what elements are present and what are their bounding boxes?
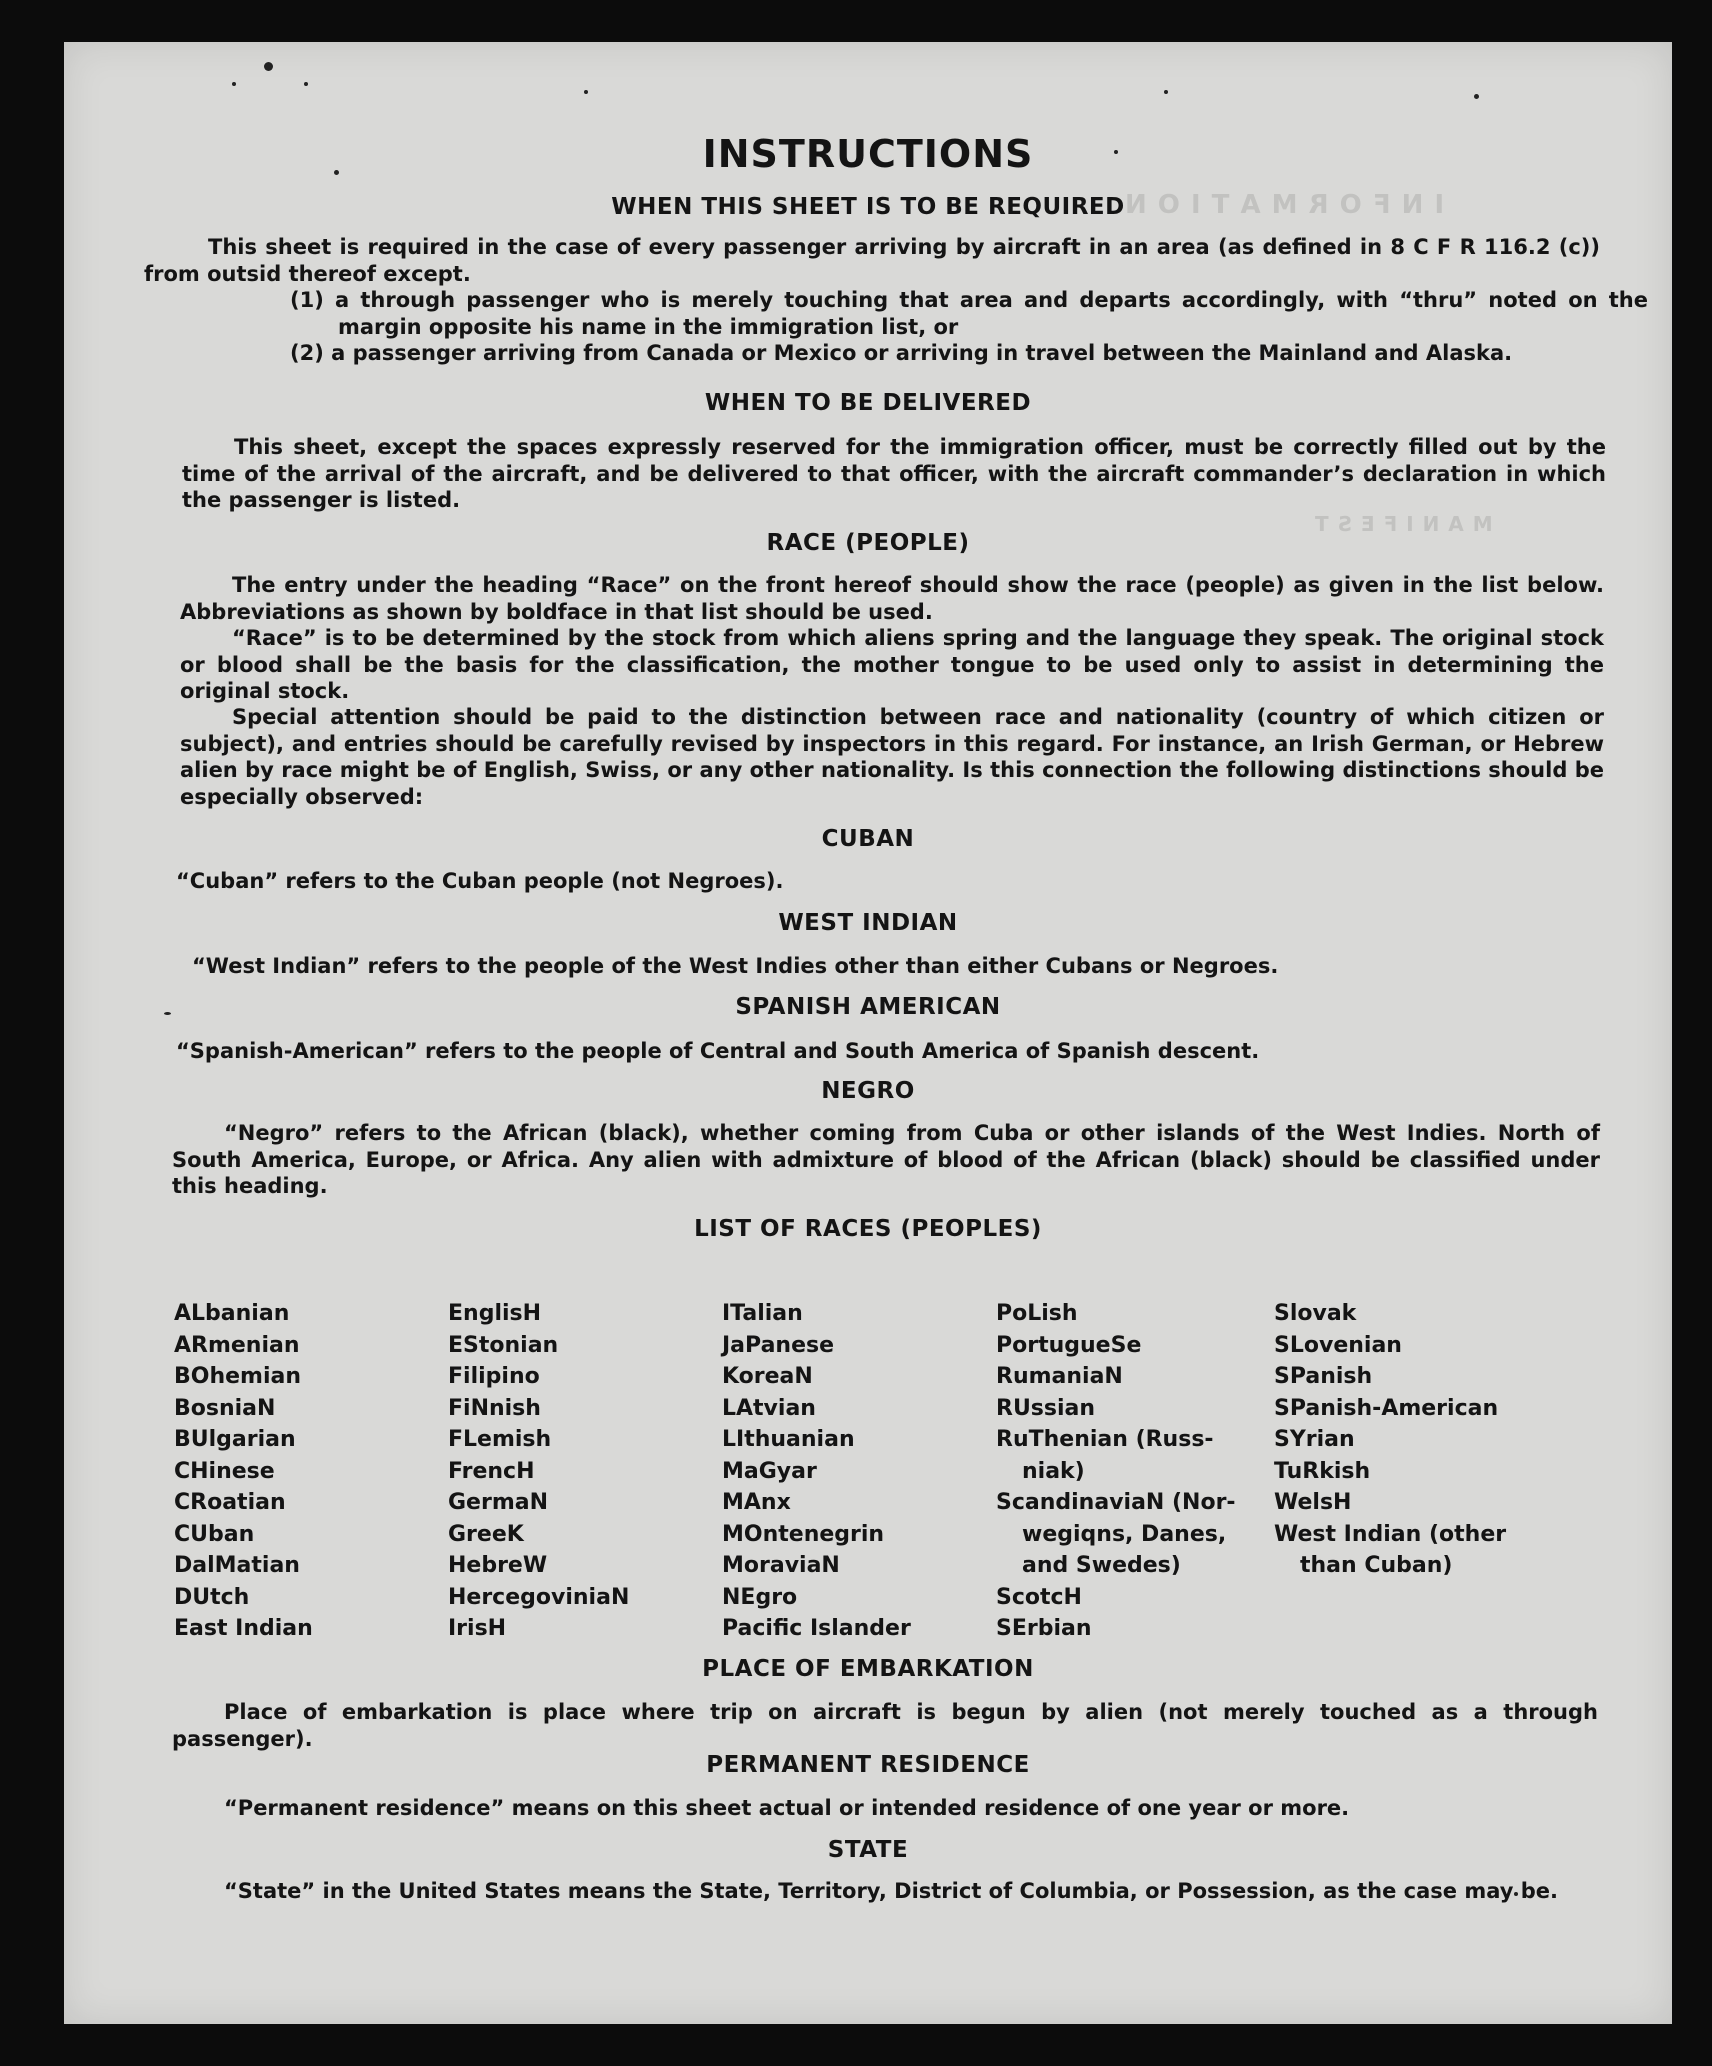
race-item: HebreW [448, 1553, 548, 1578]
heading-place-of-embarkation: PLACE OF EMBARKATION [702, 1656, 1034, 1682]
race-item: MOntenegrin [722, 1521, 885, 1547]
heading-west-indian: WEST INDIAN [778, 910, 958, 936]
race-item: PortugueSe [996, 1332, 1142, 1358]
races-column-1 [174, 1298, 313, 1645]
race-item: DUtch [174, 1584, 250, 1610]
race-item: PoLish [996, 1301, 1078, 1326]
heading-state: STATE [827, 1837, 909, 1863]
race-item: BosniaN [174, 1395, 276, 1421]
heading-race: RACE (PEOPLE) [766, 530, 970, 556]
when-delivered-text: This sheet, except the spaces expressly reserved for the immigration officer, must be correctly filled out by the time of the arrival of the aircraft, and be delivered to that officer, with the aircraft commander’s declaration in which the passenger is listed. [182, 435, 1606, 512]
race-item: West Indian (other [1274, 1521, 1507, 1547]
exception-item-1: (1) a through passenger who is merely touching that area and departs accordingly, with “thru” noted on the margin opposite his name in the immigration list, or [290, 288, 1648, 339]
race-item: IrisH [448, 1616, 507, 1641]
race-item: DalMatian [174, 1553, 300, 1578]
heading-list-of-races: LIST OF RACES (PEOPLES) [694, 1216, 1042, 1242]
race-item: HercegoviniaN [448, 1584, 630, 1610]
races-column-5 [1274, 1298, 1506, 1582]
heading-spanish-american: SPANISH AMERICAN [735, 994, 1001, 1020]
race-item: FiNnish [448, 1395, 541, 1421]
race-item-continuation: than Cuban) [1300, 1553, 1453, 1578]
race-item: KoreaN [722, 1364, 813, 1389]
race-item: WelsH [1274, 1490, 1352, 1515]
race-paragraph-3: Special attention should be paid to the distinction between race and nationality (country of which citizen or subject), and entries should be carefully revised by inspectors in this regard. For instance, an Irish German, or Hebrew alien by race might be of English, Swiss, or any other nationality. Is this connection the following distinctions should be especially observed: [180, 705, 1604, 809]
bleed-through-text: M A N I F E S T [1314, 512, 1493, 536]
race-item-continuation: wegiqns, Danes, [1022, 1521, 1227, 1547]
race-item: SPanish-American [1274, 1395, 1499, 1421]
race-item: FLemish [448, 1427, 552, 1452]
race-item: GreeK [448, 1521, 524, 1547]
race-item: RuThenian (Russ- [996, 1427, 1214, 1452]
race-item: EnglisH [448, 1301, 542, 1326]
heading-cuban: CUBAN [821, 826, 915, 852]
cuban-text: “Cuban” refers to the Cuban people (not Negroes). [176, 869, 784, 893]
negro-text: “Negro” refers to the African (black), whether coming from Cuba or other islands of the West Indies. North of South America, Europe, or Africa. Any alien with admixture of blood of the African (black) should be classified under this heading. [172, 1121, 1600, 1198]
race-item: SPanish [1274, 1364, 1373, 1389]
races-column-4 [996, 1298, 1236, 1645]
race-item: RumaniaN [996, 1364, 1123, 1389]
spanish-american-text: “Spanish-American” refers to the people of Central and South America of Spanish descent. [176, 1039, 1260, 1063]
document-sheet [64, 42, 1672, 2024]
race-item: BOhemian [174, 1364, 302, 1389]
race-item: GermaN [448, 1490, 549, 1515]
race-paragraph-2: “Race” is to be determined by the stock from which aliens spring and the language they speak. The original stock or blood shall be the basis for the classification, the mother tongue to be used only to assist in determining the original stock. [180, 626, 1604, 703]
race-item: CUban [174, 1521, 255, 1547]
when-required-intro: This sheet is required in the case of every passenger arriving by aircraft in an area (as defined in 8 C F R 116.2 (c)) from outsid thereof except. [144, 235, 1600, 286]
race-item: FrencH [448, 1458, 535, 1484]
race-item: LIthuanian [722, 1427, 855, 1452]
race-item: CRoatian [174, 1490, 286, 1515]
state-text: “State” in the United States means the State, Territory, District of Columbia, or Possession, as the case may be. [224, 1879, 1558, 1903]
embarkation-text: Place of embarkation is place where trip on aircraft is begun by alien (not merely touched as a through passenger). [172, 1700, 1598, 1751]
race-item: BUlgarian [174, 1427, 296, 1452]
page-title: INSTRUCTIONS [702, 132, 1034, 176]
race-item: Filipino [448, 1364, 540, 1389]
race-item-continuation: and Swedes) [1022, 1553, 1181, 1578]
race-item: MoraviaN [722, 1553, 840, 1578]
race-item: EStonian [448, 1332, 559, 1358]
heading-permanent-residence: PERMANENT RESIDENCE [706, 1752, 1030, 1778]
permanent-residence-text: “Permanent residence” means on this sheet actual or intended residence of one year or more. [224, 1796, 1350, 1820]
race-item: Slovak [1274, 1301, 1357, 1326]
race-item: SLovenian [1274, 1332, 1402, 1358]
west-indian-text: “West Indian” refers to the people of the West Indies other than either Cubans or Negroes. [192, 954, 1279, 978]
race-item: RUssian [996, 1395, 1096, 1421]
race-item: ScandinaviaN (Nor- [996, 1490, 1236, 1515]
bleed-through-text: I N F O R M A T I O N [1124, 190, 1445, 220]
race-item: JaPanese [722, 1332, 835, 1358]
race-item: East Indian [174, 1616, 313, 1641]
race-paragraph-1: The entry under the heading “Race” on the front hereof should show the race (people) as given in the list below. Abbreviations as shown by boldface in that list should be used. [180, 573, 1604, 624]
race-item: TuRkish [1274, 1458, 1371, 1484]
race-item: ITalian [722, 1301, 803, 1326]
exception-item-2: (2) a passenger arriving from Canada or Mexico or arriving in travel between the Mainland and Alaska. [290, 341, 1513, 365]
race-item: NEgro [722, 1584, 798, 1610]
race-item: ScotcH [996, 1584, 1082, 1610]
race-item: CHinese [174, 1458, 275, 1484]
heading-negro: NEGRO [821, 1078, 915, 1104]
race-item: ALbanian [174, 1301, 290, 1326]
race-item: SYrian [1274, 1427, 1355, 1452]
races-column-2 [448, 1298, 629, 1645]
race-item: MAnx [722, 1490, 791, 1515]
races-column-3 [722, 1298, 911, 1645]
race-item: Pacific Islander [722, 1616, 911, 1641]
race-item: ARmenian [174, 1332, 300, 1358]
race-item: MaGyar [722, 1458, 817, 1484]
heading-when-delivered: WHEN TO BE DELIVERED [704, 390, 1032, 416]
race-item-continuation: niak) [1022, 1458, 1085, 1484]
race-item: SErbian [996, 1616, 1092, 1641]
heading-when-required: WHEN THIS SHEET IS TO BE REQUIRED [611, 194, 1125, 220]
race-item: LAtvian [722, 1395, 816, 1421]
